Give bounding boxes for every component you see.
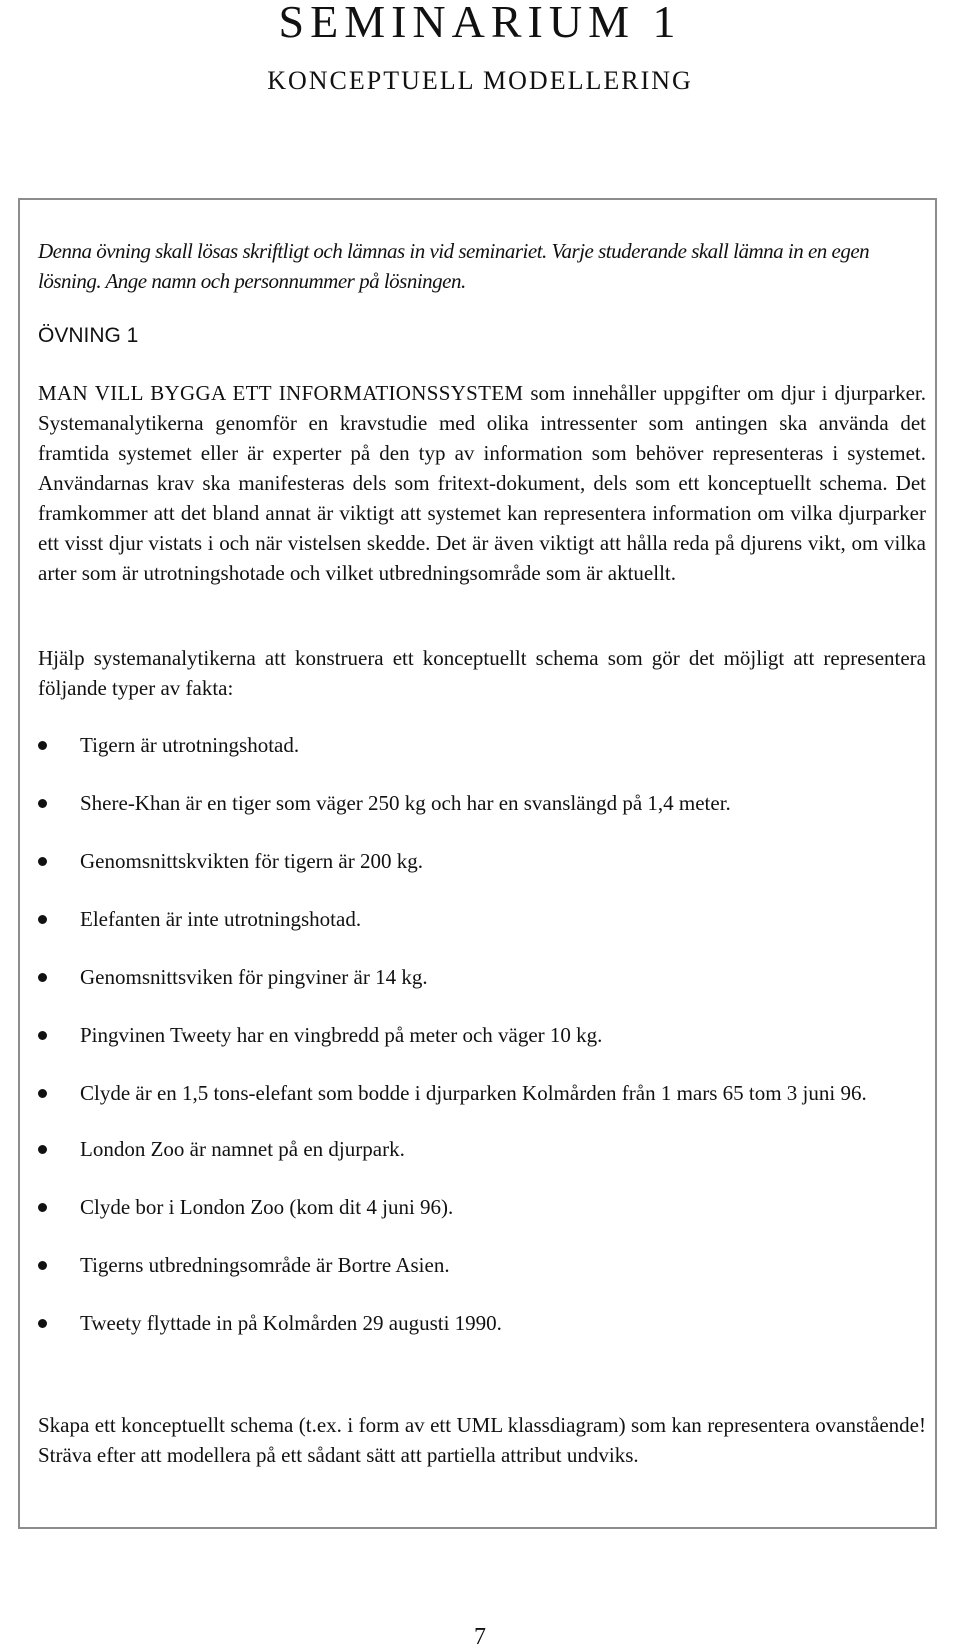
fact-text: Shere-Khan är en tiger som väger 250 kg och har en svanslängd på 1,4 meter. <box>80 791 731 815</box>
bullet-icon <box>38 915 47 924</box>
bullet-icon <box>38 1089 47 1098</box>
list-item <box>38 788 926 818</box>
problem-description <box>38 378 926 588</box>
problem-description-text: som innehåller uppgifter om djur i djurparker. Systemanalytikerna genomför en kravstudie med olika intressenter som antingen ska använda det framtida systemet eller är experter på den typ av information som behöver representeras i systemet. Användarnas krav ska manifesteras dels som fritext-dokument, dels som ett konceptuellt schema. Det framkommer att det bland annat är viktigt att systemet kan representera information om vilka djurparker ett visst djur vistats i och när vistelsen skedde. Det är även viktigt att hålla reda på djurens vikt, om vilka arter som är utrotningshotade och vilket utbredningsområde som är aktuellt. <box>38 381 926 585</box>
intro-instructions: Denna övning skall lösas skriftligt och lämnas in vid seminariet. Varje studerande skall lämna in en egen lösning. Ange namn och personnummer på lösningen. <box>38 239 870 293</box>
list-item <box>38 730 926 760</box>
bullet-icon <box>38 1203 47 1212</box>
page-number: 7 <box>474 1624 486 1650</box>
bullet-icon <box>38 1261 47 1270</box>
list-item <box>38 1020 926 1050</box>
fact-text: Tweety flyttade in på Kolmården 29 augusti 1990. <box>80 1311 502 1335</box>
bullet-icon <box>38 857 47 866</box>
fact-text: London Zoo är namnet på en djurpark. <box>80 1137 405 1161</box>
bullet-icon <box>38 1145 47 1154</box>
lead-caps-text: MAN VILL BYGGA ETT INFORMATIONSSYSTEM <box>38 381 524 405</box>
page-subtitle: KONCEPTUELL MODELLERING <box>267 66 693 95</box>
list-item <box>38 962 926 992</box>
fact-text: Pingvinen Tweety har en vingbredd på meter och väger 10 kg. <box>80 1023 603 1047</box>
facts-list <box>38 730 926 1366</box>
fact-text: Elefanten är inte utrotningshotad. <box>80 907 362 931</box>
fact-text: Tigerns utbredningsområde är Bortre Asien. <box>80 1253 450 1277</box>
bullet-icon <box>38 973 47 982</box>
fact-text: Genomsnittskvikten för tigern är 200 kg. <box>80 849 423 873</box>
bullet-icon <box>38 1319 47 1328</box>
bullet-icon <box>38 799 47 808</box>
closing-paragraph: Skapa ett konceptuellt schema (t.ex. i form av ett UML klassdiagram) som kan representera ovanstående! Sträva efter att modellera på ett sådant sätt att partiella attribut undviks. <box>38 1413 926 1467</box>
fact-text: Genomsnittsviken för pingviner är 14 kg. <box>80 965 428 989</box>
bullet-icon <box>38 741 47 750</box>
list-item <box>38 1078 926 1108</box>
list-item <box>38 1192 926 1222</box>
list-item <box>38 1134 926 1164</box>
exercise-heading: ÖVNING 1 <box>38 324 139 347</box>
list-item <box>38 1250 926 1280</box>
list-item <box>38 846 926 876</box>
list-item <box>38 904 926 934</box>
fact-text: Clyde är en 1,5 tons-elefant som bodde i djurparken Kolmården från 1 mars 65 tom 3 juni 96. <box>80 1081 867 1105</box>
fact-text: Tigern är utrotningshotad. <box>80 733 300 757</box>
bullet-icon <box>38 1031 47 1040</box>
task-paragraph: Hjälp systemanalytikerna att konstruera ett konceptuellt schema som gör det möjligt att representera följande typer av fakta: <box>38 646 926 700</box>
list-item <box>38 1308 926 1338</box>
fact-text: Clyde bor i London Zoo (kom dit 4 juni 96). <box>80 1195 454 1219</box>
page-title: SEMINARIUM 1 <box>278 0 682 47</box>
